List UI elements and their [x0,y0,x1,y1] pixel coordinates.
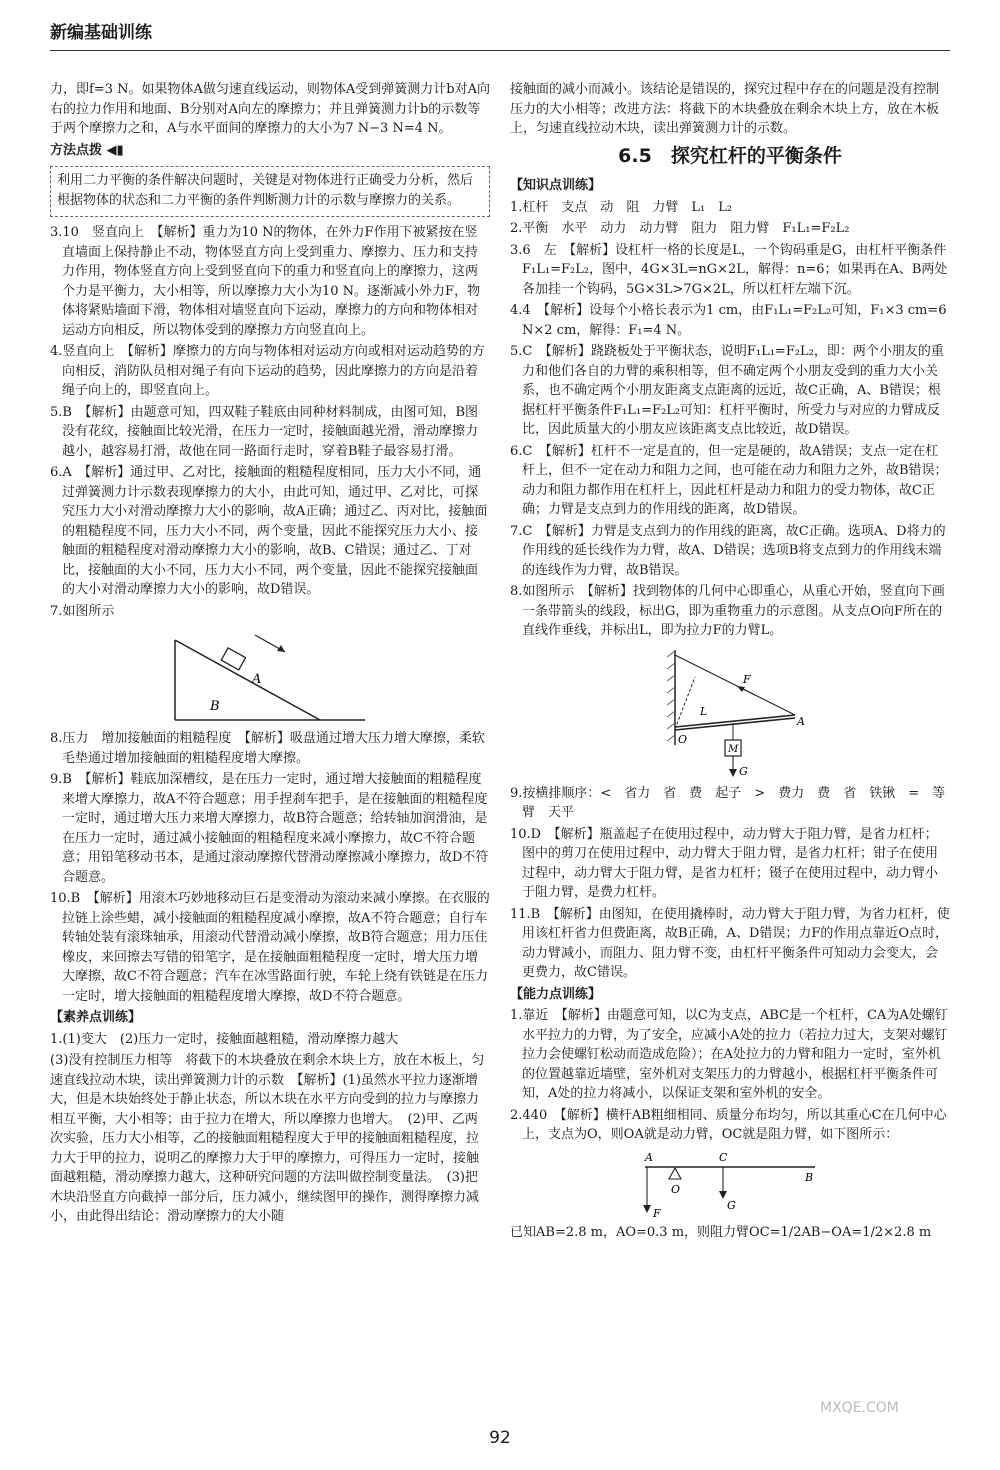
answer-n2: 2.440 【解析】横杆AB粗细相同、质量分布均匀，所以其重心C在几何中心上，支点为O，则OA就是动力臂，OC就是阻力臂，如下图所示： [510,1107,947,1142]
paragraph: 力，即f=3 N。如果物体A做匀速直线运动，则物体A受到弹簧测力计b对A向右的拉力作用和地面、B分别对A向左的摩擦力；并且弹簧测力计b的示数等于两个摩擦力之和，A与水平面间的摩擦力的大小为7 N−3 N=4 N。 [50,82,490,136]
answer-s1b: (3)没有控制压力相等 将截下的木块叠放在剩余木块上方，放在木板上，匀速直线拉动木块，读出弹簧测力计的示数 【解析】(1)虽然水平拉力逐渐增大，但是木块始终处于静止状态，所以木块在水平方向受到的拉力与摩擦力相互平衡，大小相等；由于拉力在增大，所以摩擦力也增大。 (2)甲、乙两次实验，压力大小相等，乙的接触面粗糙程度大于甲的接触面粗糙程度，拉力大于甲的拉力，说明乙的摩擦力大于甲的摩擦力，可得压力一定时，接触面越粗糙，滑动摩擦力越大，这种研究问题的方法叫做控制变量法。 (3)把木块沿竖直方向截掉一部分后，压力减小，继续图甲的操作，测得摩擦力减小，由此得出结论：滑动摩擦力的大小随 [50,1053,485,1224]
label-o: O [678,732,688,746]
figure-lever-bar [635,1149,825,1219]
label-a: A [252,672,262,687]
answer-r7: 7.C 【解析】力臂是支点到力的作用线的距离，故C正确。选项A、D将力的作用线的延长线作为力臂，故A、D错误；选项B将支点到力的作用线末端的连线作为力臂，故B错误。 [510,523,946,578]
answer-4: 4.竖直向上 【解析】摩擦力的方向与物体相对运动方向或相对运动趋势的方向相反，消防队员相对绳子有向下运动的趋势，因此摩擦力的方向是沿着绳子向上的，即竖直向上。 [50,344,485,398]
page-number: 92 [489,1428,511,1448]
left-column [50,80,490,1229]
answer-r2: 2.平衡 水平 动力 动力臂 阻力 阻力臂 F₁L₁=F₂L₂ [510,221,850,236]
method-tip-heading: 方法点拨 ◀▮ [50,142,124,158]
label-m: M [728,743,739,755]
right-column [510,80,950,1244]
answer-8: 8.压力 增加接触面的粗糙程度 【解析】吸盘通过增大压力增大摩擦，柔软毛垫通过增加接触面的粗糙程度增大摩擦。 [50,731,485,766]
label-b: B [805,1170,814,1184]
answer-n1: 1.靠近 【解析】由题意可知，以C为支点，ABC是一个杠杆，CA为A处螺钉水平拉力的力臂，为了安全，应减小A处的拉力（若拉力过大，支架对螺钉拉力会使螺钉松动而造成危险）；在A处拉力的力臂和阻力一定时，室外机的位置越靠近墙壁，室外机对支架压力的力臂越小，根据杠杆平衡条件可知，A处的拉力将减小，以保证支架和室外机的安全。 [510,1008,948,1101]
answer-r1: 1.杠杆 支点 动 阻 力臂 L₁ L₂ [510,199,733,215]
answer-6: 6.A 【解析】通过甲、乙对比，接触面的粗糙程度相同，压力大小不同，通过弹簧测力计示数表现摩擦力的大小，由此可知，通过甲、乙对比，可探究压力大小对滑动摩擦力大小的影响，故A正确；通过乙、丙对比，接触面的粗糙程度不同，压力大小不同，两个变量，因此不能探究压力大小、接触面的粗糙程度对滑动摩擦力大小的影响，故B、C错误；通过乙、丁对比，接触面的大小不同，压力大小不同，两个变量，因此不能探究接触面的大小对滑动摩擦力大小的影响，故D错误。 [50,465,488,597]
figure-lever-wall [645,645,815,780]
answer-9: 9.B 【解析】鞋底加深槽纹，是在压力一定时，通过增大接触面的粗糙程度来增大摩擦力，故A不符合题意；用手捏刹车把手，是在接触面的粗糙程度一定时，通过增大压力来增大摩擦力，故B符合题意；给转轴加润滑油，是在压力一定时，通过减小接触面的粗糙程度来减小摩擦力，故C不符合题意；用铅笔移动书本，是通过滚动摩擦代替滑动摩擦减小摩擦力，故D不符合题意。 [50,772,489,885]
paragraph: 接触面的减小而减小。该结论是错误的，探究过程中存在的问题是没有控制压力的大小相等；改进方法：将截下的木块叠放在剩余木块上方，放在木板上，匀速直线拉动木块，读出弹簧测力计的示数。 [510,82,940,136]
answer-r5: 5.C 【解析】跷跷板处于平衡状态，说明F₁L₁=F₂L₂，即：两个小朋友的重力和他们各自的力臂的乘积相等，但不确定两个小朋友受到的重力大小关系，也不确定两个小朋友距离支点距离的远近，故C正确，A、B错误；根据杠杆平衡条件F₁L₁=F₂L₂可知：杠杆平衡时，所受力与对应的力臂成反比，因此质量大的小朋友应该距离支点比较近，故D错误。 [510,344,944,437]
label-f: F [653,1206,661,1219]
answer-r8: 8.如图所示 【解析】找到物体的几何中心即重心，从重心开始，竖直向下画一条带箭头的线段，标出G，即为重物重力的示意图。从支点O向F所在的直线作垂线，并标出L，即为拉力F的力臂L。 [510,584,945,638]
speaker-icon: ◀▮ [106,142,124,158]
book-title: 新编基础训练 [50,23,152,43]
section-heading: 【能力点训练】 [510,986,602,1002]
label-g: G [727,1198,736,1212]
label-o: O [671,1182,681,1196]
answer-r4: 4.4 【解析】设每个小格长表示为1 cm，由F₁L₁=F₂L₂可知，F₁×3 cm=6 N×2 cm，解得：F₁=4 N。 [510,303,947,338]
watermark: MXQE.COM [820,1400,899,1416]
answer-r3: 3.6 左 【解析】设杠杆一格的长度是L，一个钩码重是G，由杠杆平衡条件F₁L₁=F₂L₂，图中，4G×3L=nG×2L，解得：n=6；如果再在A、B两处各加挂一个钩码，5G×3L>7G×2L，所以杠杆左端下沉。 [510,242,948,297]
label-f: F [743,672,751,686]
label-g: G [739,764,748,778]
label-l: L [700,704,708,718]
answer-r6: 6.C 【解析】杠杆不一定是直的，但一定是硬的，故A错误；支点一定在杠杆上，但不一定在动力和阻力之间，也可能在动力和阻力之外，故B错误；动力和阻力都作用在杠杆上，因此杠杆是动力和阻力的受力物体，故C正确；力臂是支点到力的作用线的距离，故D错误。 [510,443,948,517]
label-c: C [719,1150,728,1164]
figure-incline [170,625,370,725]
label-b: B [210,699,220,714]
answer-3: 3.10 竖直向上 【解析】重力为10 N的物体，在外力F作用下被紧按在竖直墙面上保持静止不动，物体竖直方向上受到重力、摩擦力、压力和支持力作用，物体竖直方向上受到竖直向下的重力和竖直向上的摩擦力，这两个力是平衡力，大小相等，所以摩擦力大小为10 N。逐渐减小外力F，物体将紧贴墙面下滑，物体相对墙竖直向下运动，摩擦力的方向和物体相对运动方向相反，所以物体受到的摩擦力方向竖直向上。 [50,225,481,338]
answer-7: 7.如图所示 [50,603,115,619]
section-heading: 【知识点训练】 [510,178,602,193]
answer-r11: 11.B 【解析】由图知，在使用撬棒时，动力臂大于阻力臂，为省力杠杆，使用该杠杆省力但费距离，故B正确，A、D错误；力F的作用点靠近O点时，动力臂减小，而阻力、阻力臂不变，由杠杆平衡条件可知动力会变大，会更费力，故C错误。 [510,906,950,980]
label-a: A [797,714,805,728]
answer-s1a: 1.(1)变大 (2)压力一定时，接触面越粗糙，滑动摩擦力越大 [50,1031,399,1047]
answer-5: 5.B 【解析】由题意可知，四双鞋子鞋底由同种材料制成，由图可知，B图没有花纹，接触面比较光滑，在压力一定时，接触面越光滑，滑动摩擦力越小，越容易打滑，故他在同一路面行走时，穿着B鞋子最容易打滑。 [50,404,479,459]
label-a: A [645,1150,653,1164]
header-divider [50,50,950,51]
section-title: 6.5 探究杠杆的平衡条件 [618,144,842,167]
answer-n2b: 已知AB=2.8 m，AO=0.3 m，则阻力臂OC=1/2AB−OA=1/2×2.8 m [510,1224,932,1240]
answer-10: 10.B 【解析】用滚木巧妙地移动巨石是变滑动为滚动来减小摩擦。在衣服的拉链上涂些蜡，减小接触面的粗糙程度减小摩擦，故A不符合题意；自行车转轴处装有滚珠轴承，用滚动代替滑动减小摩擦，故B符合题意；用力压住橡皮，来回擦去写错的铅笔字，是在接触面粗糙程度一定时，增大压力增大摩擦，故C不符合题意；汽车在冰雪路面行驶，车轮上绕有铁链是在压力一定时，增大接触面的粗糙程度增大摩擦，故D不符合题意。 [50,891,490,1004]
method-tip-text: 利用二力平衡的条件解决问题时，关键是对物体进行正确受力分析，然后根据物体的状态和二力平衡的条件判断测力计的示数与摩擦力的关系。 [57,173,474,208]
method-tip-box [50,166,490,217]
answer-r9: 9.按横排顺序：< 省力 省 费 起子 > 费力 费 省 铁锹 = 等臂 天平 [510,785,946,820]
answer-r10: 10.D 【解析】瓶盖起子在使用过程中，动力臂大于阻力臂，是省力杠杆；图中的剪刀在使用过程中，动力臂大于阻力臂，是省力杠杆；钳子在使用过程中，动力臂大于阻力臂，是省力杠杆；镊子在使用过程中，动力臂小于阻力臂，是费力杠杆。 [510,826,939,900]
section-heading: 【素养点训练】 [50,1010,142,1025]
